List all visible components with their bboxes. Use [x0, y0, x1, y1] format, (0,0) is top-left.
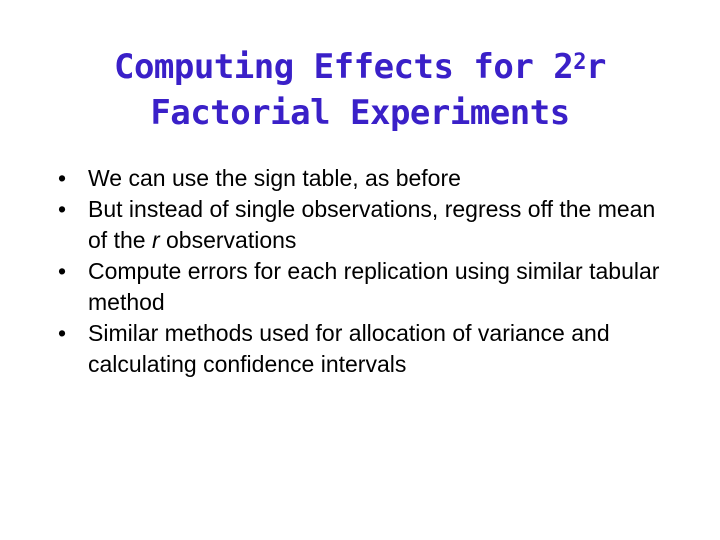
title-line-1-prefix: Computing Effects for 2	[113, 47, 574, 87]
bullet-text-part: But instead of single observations, regress off the mean of the	[88, 196, 656, 253]
bullet-text-part: We can use the sign table, as before	[88, 165, 461, 191]
bullet-text-part: Compute errors for each replication using similar tabular method	[88, 258, 660, 315]
bullet-text	[88, 256, 676, 318]
title-line-2: Factorial Experiments	[150, 93, 570, 133]
bullet-text-italic: r	[151, 227, 160, 253]
bullet-item	[56, 318, 676, 380]
bullet-item	[56, 163, 676, 194]
bullet-text-part: Similar methods used for allocation of variance and calculating confidence intervals	[88, 320, 610, 377]
bullet-text	[88, 318, 676, 380]
bullet-marker: •	[58, 165, 67, 191]
bullet-item	[56, 194, 676, 256]
bullet-marker: •	[58, 320, 67, 346]
title-exponent: 2	[573, 50, 587, 75]
bullet-text	[88, 194, 676, 256]
title-line-1-suffix: r	[586, 47, 607, 87]
bullet-marker: •	[58, 258, 67, 284]
bullet-marker: •	[58, 196, 67, 222]
bullet-list	[56, 163, 676, 380]
title-line-1	[60, 44, 660, 90]
slide-title	[60, 44, 660, 136]
bullet-text	[88, 163, 676, 194]
bullet-text-part: observations	[159, 227, 297, 253]
bullet-item	[56, 256, 676, 318]
